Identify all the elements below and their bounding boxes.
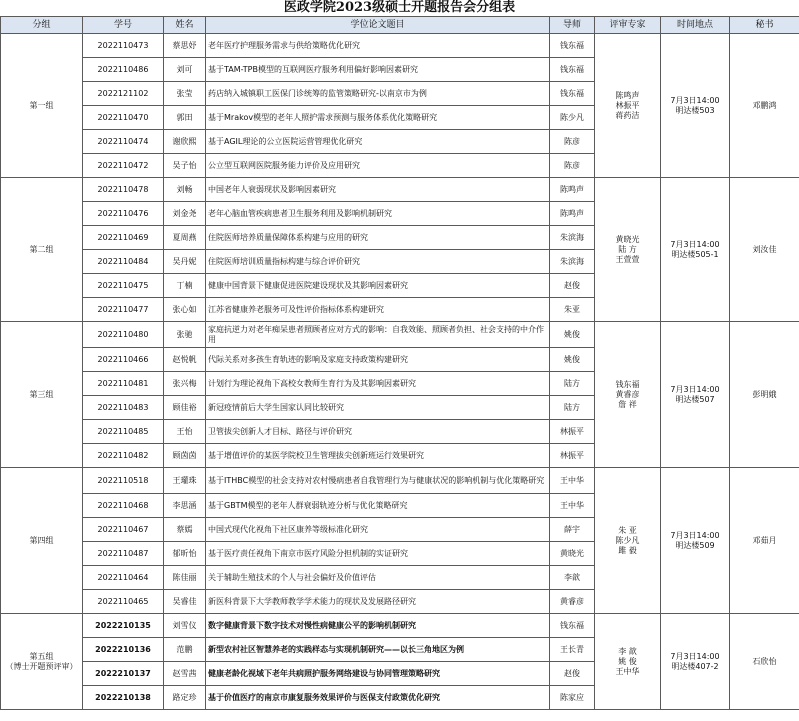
advisor-cell: 钱东福 bbox=[550, 58, 595, 82]
thesis-title-cell: 基于AGIL理论的公立医院运营管理优化研究 bbox=[206, 130, 550, 154]
group-name: 第四组 bbox=[29, 535, 54, 545]
header-advisor: 导师 bbox=[550, 17, 595, 34]
student-id-cell: 2022210135 bbox=[83, 614, 164, 638]
header-group: 分组 bbox=[1, 17, 83, 34]
advisor-cell: 陈彦 bbox=[550, 130, 595, 154]
time-place-cell bbox=[661, 34, 730, 178]
thesis-title-cell: 老年心脑血管疾病患者卫生服务利用及影响机制研究 bbox=[206, 202, 550, 226]
thesis-title-cell: 家庭抗逆力对老年痴呆患者照顾者应对方式的影响：自我效能、照顾者负担、社会支持的中介作用 bbox=[206, 322, 550, 348]
experts-cell: 钱东福 黄睿彦 詹 祥 bbox=[595, 322, 661, 468]
advisor-cell: 薛宇 bbox=[550, 518, 595, 542]
student-name-cell: 王瓘珠 bbox=[164, 468, 206, 494]
advisor-cell: 陈彦 bbox=[550, 154, 595, 178]
header-row bbox=[1, 17, 799, 34]
student-name-cell: 吴丹妮 bbox=[164, 250, 206, 274]
student-id-cell: 2022210138 bbox=[83, 686, 164, 710]
thesis-title-cell: 数字健康背景下数字技术对慢性病健康公平的影响机制研究 bbox=[206, 614, 550, 638]
advisor-cell: 钱东福 bbox=[550, 82, 595, 106]
header-name: 姓名 bbox=[164, 17, 206, 34]
advisor-cell: 李歆 bbox=[550, 566, 595, 590]
student-name-cell: 刘畅 bbox=[164, 178, 206, 202]
thesis-title-cell: 基于Mrakov模型的老年人照护需求预测与服务体系优化策略研究 bbox=[206, 106, 550, 130]
student-id-cell: 2022110484 bbox=[83, 250, 164, 274]
advisor-cell: 陈鸣声 bbox=[550, 202, 595, 226]
thesis-title-cell: 住院医师培养质量保障体系构建与应用的研究 bbox=[206, 226, 550, 250]
student-name-cell: 陈佳丽 bbox=[164, 566, 206, 590]
header-experts: 评审专家 bbox=[595, 17, 661, 34]
student-id-cell: 2022110478 bbox=[83, 178, 164, 202]
table-row bbox=[1, 34, 799, 58]
student-id-cell: 2022110473 bbox=[83, 34, 164, 58]
student-name-cell: 路定珍 bbox=[164, 686, 206, 710]
student-id-cell: 2022110475 bbox=[83, 274, 164, 298]
student-id-cell: 2022110477 bbox=[83, 298, 164, 322]
thesis-title-cell: 基于ITHBC模型的社会支持对农村慢病患者自我管理行为与健康状况的影响机制与优化策略研究 bbox=[206, 468, 550, 494]
advisor-cell: 赵俊 bbox=[550, 274, 595, 298]
advisor-cell: 陈少凡 bbox=[550, 106, 595, 130]
thesis-title-cell: 药店纳入城镇职工医保门诊统筹的监管策略研究-以南京市为例 bbox=[206, 82, 550, 106]
student-name-cell: 刘金尧 bbox=[164, 202, 206, 226]
thesis-title-cell: 基于GBTM模型的老年人群衰弱轨迹分析与优化策略研究 bbox=[206, 494, 550, 518]
advisor-cell: 王长青 bbox=[550, 638, 595, 662]
group-name: 第三组 bbox=[29, 389, 54, 399]
header-secretary: 秘书 bbox=[730, 17, 799, 34]
student-id-cell: 2022110485 bbox=[83, 420, 164, 444]
table-row bbox=[1, 178, 799, 202]
thesis-title-cell: 卫管拔尖创新人才目标、路径与评价研究 bbox=[206, 420, 550, 444]
group-name-cell bbox=[1, 178, 83, 322]
thesis-title-cell: 基于增值评价的某医学院校卫生管理拔尖创新班运行效果研究 bbox=[206, 444, 550, 468]
thesis-title-cell: 住院医师培训质量指标构建与综合评价研究 bbox=[206, 250, 550, 274]
advisor-cell: 朱滨海 bbox=[550, 226, 595, 250]
student-name-cell: 蔡思妤 bbox=[164, 34, 206, 58]
student-name-cell: 谢欣熙 bbox=[164, 130, 206, 154]
group-name: 第一组 bbox=[29, 100, 54, 110]
student-id-cell: 2022110486 bbox=[83, 58, 164, 82]
advisor-cell: 姚俊 bbox=[550, 322, 595, 348]
experts-cell: 李 歆 姚 俊 王中华 bbox=[595, 614, 661, 710]
thesis-title-cell: 中国老年人衰弱现状及影响因素研究 bbox=[206, 178, 550, 202]
table-body bbox=[1, 34, 799, 710]
advisor-cell: 陈鸣声 bbox=[550, 178, 595, 202]
session-place: 明达楼507 bbox=[675, 394, 715, 404]
secretary-cell: 彭明娥 bbox=[730, 322, 799, 468]
secretary-cell: 邓鹏鸿 bbox=[730, 34, 799, 178]
thesis-title-cell: 健康老龄化视域下老年共病照护服务网络建设与协同管理策略研究 bbox=[206, 662, 550, 686]
student-name-cell: 刘雪仪 bbox=[164, 614, 206, 638]
secretary-cell: 刘汝佳 bbox=[730, 178, 799, 322]
student-id-cell: 2022110474 bbox=[83, 130, 164, 154]
student-name-cell: 张驰 bbox=[164, 322, 206, 348]
student-name-cell: 蔡嫣 bbox=[164, 518, 206, 542]
student-name-cell: 李思涵 bbox=[164, 494, 206, 518]
session-place: 明达楼407-2 bbox=[671, 661, 719, 671]
student-id-cell: 2022210136 bbox=[83, 638, 164, 662]
student-name-cell: 张莹 bbox=[164, 82, 206, 106]
student-id-cell: 2022110481 bbox=[83, 372, 164, 396]
advisor-cell: 林振平 bbox=[550, 420, 595, 444]
student-name-cell: 王怡 bbox=[164, 420, 206, 444]
thesis-title-cell: 老年医疗护理服务需求与供给策略优化研究 bbox=[206, 34, 550, 58]
student-name-cell: 吴睿佳 bbox=[164, 590, 206, 614]
time-place-cell bbox=[661, 322, 730, 468]
session-time: 7月3日14:00 bbox=[670, 530, 720, 540]
session-place: 明达楼505-1 bbox=[671, 249, 719, 259]
advisor-cell: 王中华 bbox=[550, 468, 595, 494]
student-id-cell: 2022110464 bbox=[83, 566, 164, 590]
experts-cell: 朱 亚 陈少凡 雎 毅 bbox=[595, 468, 661, 614]
grouping-table bbox=[0, 16, 799, 710]
header-student-id: 学号 bbox=[83, 17, 164, 34]
student-id-cell: 2022110472 bbox=[83, 154, 164, 178]
header-thesis-title: 学位论文题目 bbox=[206, 17, 550, 34]
thesis-title-cell: 计划行为理论视角下高校女教师生育行为及其影响因素研究 bbox=[206, 372, 550, 396]
time-place-cell bbox=[661, 178, 730, 322]
time-place-cell bbox=[661, 468, 730, 614]
student-id-cell: 2022110470 bbox=[83, 106, 164, 130]
student-name-cell: 丁楠 bbox=[164, 274, 206, 298]
student-name-cell: 张心如 bbox=[164, 298, 206, 322]
student-name-cell: 吴子怡 bbox=[164, 154, 206, 178]
group-name-cell bbox=[1, 34, 83, 178]
session-place: 明达楼509 bbox=[675, 540, 715, 550]
thesis-title-cell: 基于医疗责任视角下南京市医疗风险分担机制的实证研究 bbox=[206, 542, 550, 566]
student-name-cell: 郭田 bbox=[164, 106, 206, 130]
student-name-cell: 赵悦帆 bbox=[164, 348, 206, 372]
thesis-title-cell: 江苏省健康养老服务可及性评价指标体系构建研究 bbox=[206, 298, 550, 322]
student-id-cell: 2022110466 bbox=[83, 348, 164, 372]
student-id-cell: 2022110468 bbox=[83, 494, 164, 518]
student-name-cell: 顾茵茵 bbox=[164, 444, 206, 468]
advisor-cell: 钱东福 bbox=[550, 614, 595, 638]
advisor-cell: 黄睿彦 bbox=[550, 590, 595, 614]
student-name-cell: 顾佳裕 bbox=[164, 396, 206, 420]
session-time: 7月3日14:00 bbox=[670, 384, 720, 394]
group-name: 第五组 bbox=[29, 651, 54, 661]
table-row bbox=[1, 468, 799, 494]
advisor-cell: 朱滨海 bbox=[550, 250, 595, 274]
group-note: （博士开题预评审） bbox=[5, 661, 78, 671]
advisor-cell: 陆方 bbox=[550, 396, 595, 420]
session-place: 明达楼503 bbox=[675, 105, 715, 115]
thesis-title-cell: 代际关系对多孩生育轨迹的影响及家庭支持政策构建研究 bbox=[206, 348, 550, 372]
advisor-cell: 王中华 bbox=[550, 494, 595, 518]
advisor-cell: 陆方 bbox=[550, 372, 595, 396]
advisor-cell: 黄晓光 bbox=[550, 542, 595, 566]
student-id-cell: 2022210137 bbox=[83, 662, 164, 686]
advisor-cell: 陈家应 bbox=[550, 686, 595, 710]
student-id-cell: 2022121102 bbox=[83, 82, 164, 106]
experts-cell: 陈鸣声 林振平 蒋药洁 bbox=[595, 34, 661, 178]
student-id-cell: 2022110483 bbox=[83, 396, 164, 420]
secretary-cell: 石欣怡 bbox=[730, 614, 799, 710]
student-name-cell: 赵雪茜 bbox=[164, 662, 206, 686]
advisor-cell: 林振平 bbox=[550, 444, 595, 468]
group-name: 第二组 bbox=[29, 244, 54, 254]
header-time-place: 时间地点 bbox=[661, 17, 730, 34]
time-place-cell bbox=[661, 614, 730, 710]
thesis-title-cell: 关于辅助生殖技术的个人与社会偏好及价值评估 bbox=[206, 566, 550, 590]
experts-cell: 黄晓光 陆 方 王萱萱 bbox=[595, 178, 661, 322]
thesis-title-cell: 新冠疫情前后大学生国家认同比较研究 bbox=[206, 396, 550, 420]
thesis-title-cell: 健康中国背景下健康促进医院建设现状及其影响因素研究 bbox=[206, 274, 550, 298]
page-title: 医政学院2023级硕士开题报告会分组表 bbox=[283, 0, 516, 15]
student-name-cell: 张兴梅 bbox=[164, 372, 206, 396]
thesis-title-cell: 新医科背景下大学教师教学学术能力的现状及发展路径研究 bbox=[206, 590, 550, 614]
table-row bbox=[1, 614, 799, 638]
session-time: 7月3日14:00 bbox=[670, 651, 720, 661]
group-name-cell bbox=[1, 468, 83, 614]
student-id-cell: 2022110487 bbox=[83, 542, 164, 566]
session-time: 7月3日14:00 bbox=[670, 239, 720, 249]
session-time: 7月3日14:00 bbox=[670, 95, 720, 105]
thesis-title-cell: 中国式现代化视角下社区康养等级标准化研究 bbox=[206, 518, 550, 542]
student-id-cell: 2022110469 bbox=[83, 226, 164, 250]
student-id-cell: 2022110476 bbox=[83, 202, 164, 226]
table-row bbox=[1, 322, 799, 348]
advisor-cell: 姚俊 bbox=[550, 348, 595, 372]
student-name-cell: 夏周燕 bbox=[164, 226, 206, 250]
student-id-cell: 2022110482 bbox=[83, 444, 164, 468]
group-name-cell bbox=[1, 322, 83, 468]
student-id-cell: 2022110480 bbox=[83, 322, 164, 348]
student-name-cell: 范鹏 bbox=[164, 638, 206, 662]
advisor-cell: 赵俊 bbox=[550, 662, 595, 686]
advisor-cell: 朱亚 bbox=[550, 298, 595, 322]
secretary-cell: 邓茹月 bbox=[730, 468, 799, 614]
thesis-title-cell: 新型农村社区智慧养老的实践样态与实现机制研究——以长三角地区为例 bbox=[206, 638, 550, 662]
group-name-cell bbox=[1, 614, 83, 710]
student-id-cell: 2022110467 bbox=[83, 518, 164, 542]
student-id-cell: 2022110518 bbox=[83, 468, 164, 494]
thesis-title-cell: 公立型互联网医院服务能力评价及应用研究 bbox=[206, 154, 550, 178]
student-name-cell: 刘可 bbox=[164, 58, 206, 82]
advisor-cell: 钱东福 bbox=[550, 34, 595, 58]
student-name-cell: 郁昕怡 bbox=[164, 542, 206, 566]
student-id-cell: 2022110465 bbox=[83, 590, 164, 614]
thesis-title-cell: 基于TAM-TPB模型的互联网医疗服务利用偏好影响因素研究 bbox=[206, 58, 550, 82]
thesis-title-cell: 基于价值医疗的南京市康复服务效果评价与医保支付政策优化研究 bbox=[206, 686, 550, 710]
